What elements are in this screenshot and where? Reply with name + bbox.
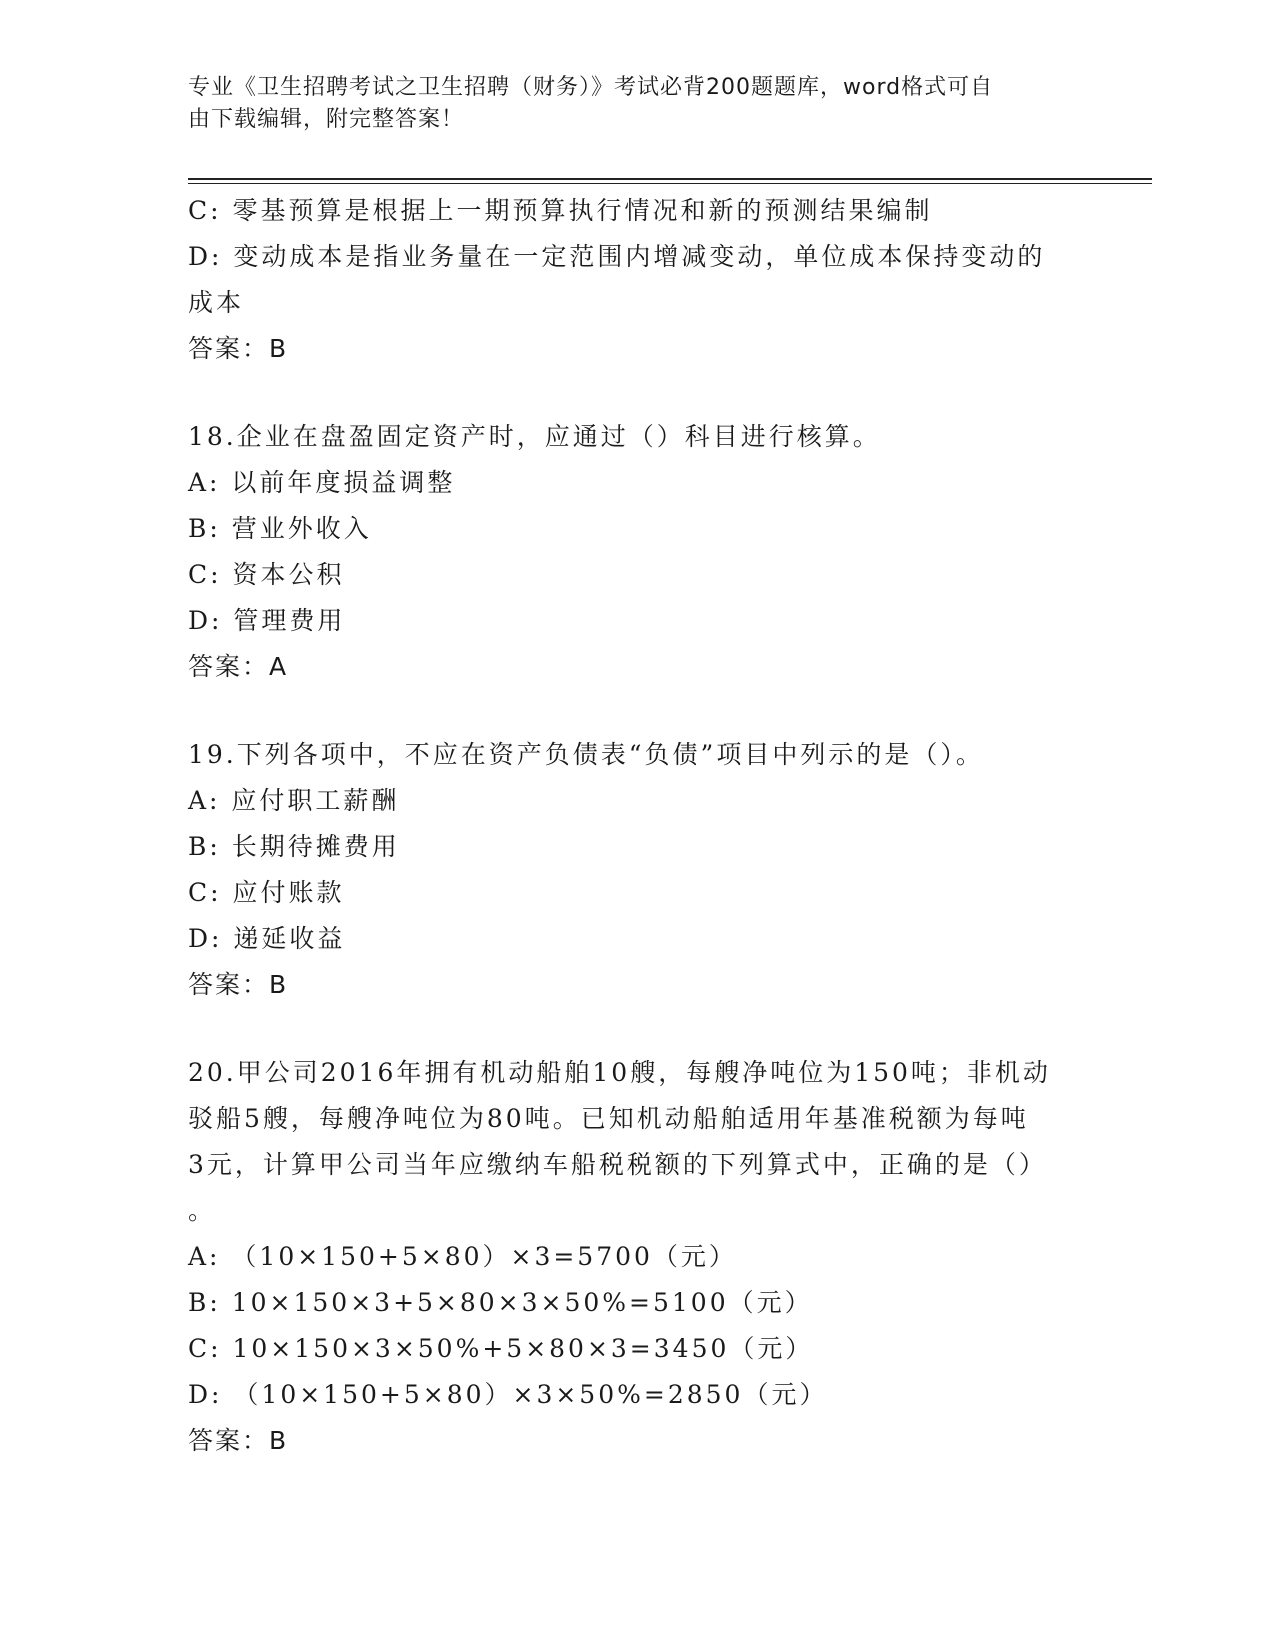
question-content xyxy=(188,188,1088,1464)
option-d: D: （10×150+5×80）×3×50%=2850（元） xyxy=(188,1380,828,1409)
option-c: C: 资本公积 xyxy=(188,560,345,589)
question-stem-line-4: 。 xyxy=(188,1196,217,1225)
question-gap xyxy=(188,690,1088,732)
option-d: D: 递延收益 xyxy=(188,924,346,953)
answer: 答案：A xyxy=(188,652,289,681)
option-b: B: 10×150×3+5×80×3×50%=5100（元） xyxy=(188,1288,813,1317)
header-line-1: 专业《卫生招聘考试之卫生招聘（财务）》考试必背200题题库，word格式可自 xyxy=(188,75,994,100)
option-c: C: 零基预算是根据上一期预算执行情况和新的预测结果编制 xyxy=(188,196,933,225)
answer: 答案：B xyxy=(188,334,289,363)
question-stem: 19.下列各项中，不应在资产负债表“负债”项目中列示的是（）。 xyxy=(188,740,984,769)
question-stem-line-2: 驳船5艘，每艘净吨位为80吨。已知机动船舶适用年基准税额为每吨 xyxy=(188,1104,1029,1133)
option-b: B: 营业外收入 xyxy=(188,514,372,543)
option-c: C: 10×150×3×50%+5×80×3=3450（元） xyxy=(188,1334,814,1363)
option-d-line-1: D: 变动成本是指业务量在一定范围内增减变动，单位成本保持变动的 xyxy=(188,242,1046,271)
answer: 答案：B xyxy=(188,970,289,999)
answer: 答案：B xyxy=(188,1426,289,1455)
option-d: D: 管理费用 xyxy=(188,606,346,635)
question-stem-line-1: 20.甲公司2016年拥有机动船舶10艘，每艘净吨位为150吨；非机动 xyxy=(188,1058,1051,1087)
document-header xyxy=(188,72,1068,136)
option-a: A: 以前年度损益调整 xyxy=(188,468,456,497)
question-17-tail xyxy=(188,188,1088,372)
option-d-line-2: 成本 xyxy=(188,288,245,317)
header-divider-thin xyxy=(188,183,1152,184)
header-line-2: 由下载编辑，附完整答案！ xyxy=(188,107,465,132)
option-c: C: 应付账款 xyxy=(188,878,345,907)
question-stem-line-3: 3元，计算甲公司当年应缴纳车船税税额的下列算式中，正确的是（） xyxy=(188,1150,1047,1179)
question-gap xyxy=(188,1008,1088,1050)
option-b: B: 长期待摊费用 xyxy=(188,832,400,861)
question-stem: 18.企业在盘盈固定资产时，应通过（）科目进行核算。 xyxy=(188,422,881,451)
option-a: A: （10×150+5×80）×3=5700（元） xyxy=(188,1242,737,1271)
question-gap xyxy=(188,372,1088,414)
question-18 xyxy=(188,414,1088,690)
question-20 xyxy=(188,1050,1088,1464)
question-19 xyxy=(188,732,1088,1008)
header-divider-thick xyxy=(188,178,1152,180)
option-a: A: 应付职工薪酬 xyxy=(188,786,400,815)
